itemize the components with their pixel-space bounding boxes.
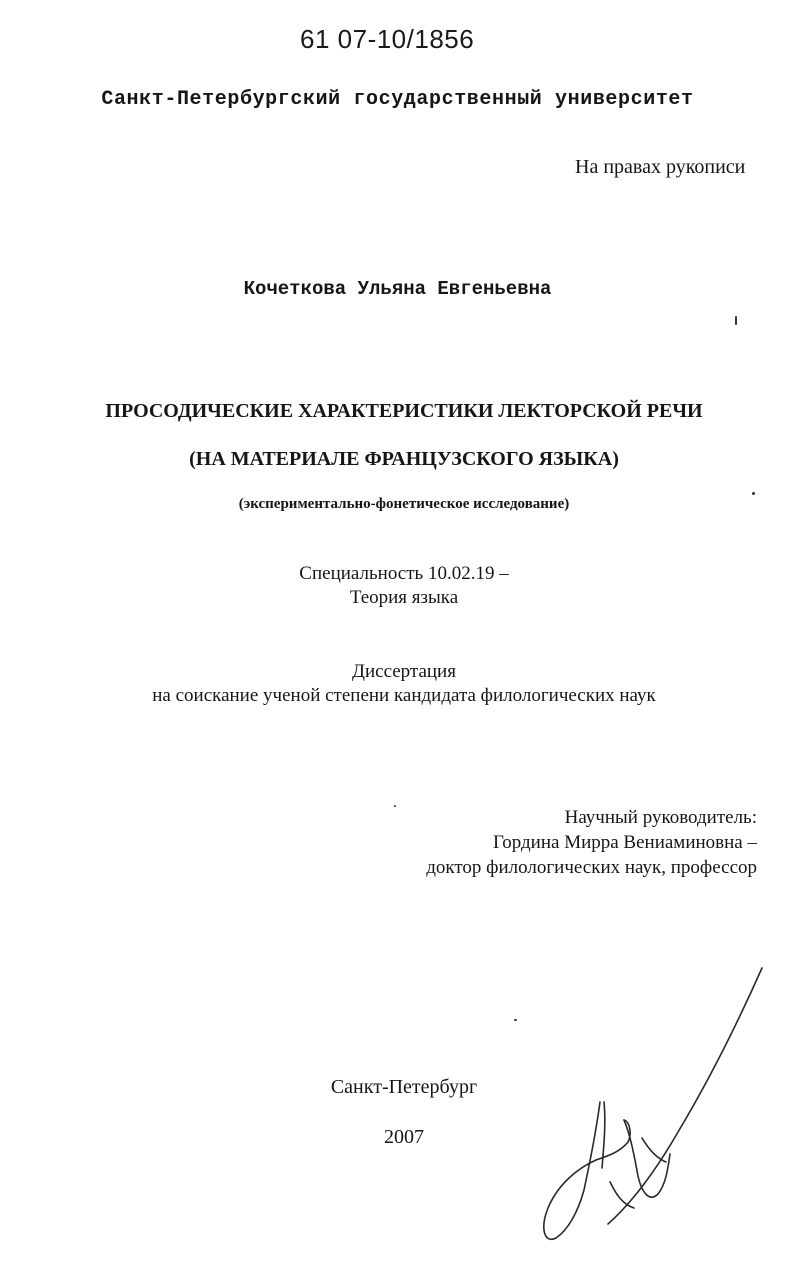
scan-speck: [514, 1019, 517, 1021]
specialty-name: Теория языка: [349, 587, 459, 608]
scan-speck: [735, 316, 737, 325]
university-name: Санкт-Петербургский государственный университет: [101, 88, 694, 111]
dissertation-label: Диссертация: [352, 661, 456, 682]
specialty-code: Специальность 10.02.19 –: [299, 563, 509, 584]
year: 2007: [384, 1126, 424, 1148]
handwritten-signature: [538, 962, 768, 1262]
city: Санкт-Петербург: [330, 1076, 478, 1098]
scan-speck: [752, 492, 755, 495]
degree-description: на соискание ученой степени кандидата филологических наук: [152, 685, 656, 706]
thesis-subtitle: (экспериментально-фонетическое исследование): [238, 496, 570, 512]
scan-speck: [394, 805, 396, 807]
author-name: Кочеткова Ульяна Евгеньевна: [243, 278, 552, 300]
thesis-title-line-2: (НА МАТЕРИАЛЕ ФРАНЦУЗСКОГО ЯЗЫКА): [189, 448, 619, 470]
supervisor-name: Гордина Мирра Вениаминовна –: [492, 832, 757, 853]
supervisor-block: [426, 805, 757, 880]
supervisor-heading: Научный руководитель:: [564, 807, 757, 828]
thesis-title-line-1: ПРОСОДИЧЕСКИЕ ХАРАКТЕРИСТИКИ ЛЕКТОРСКОЙ РЕЧИ: [105, 400, 703, 422]
document-number: 61 07-10/1856: [300, 24, 475, 54]
manuscript-note: На правах рукописи: [575, 156, 746, 178]
supervisor-credentials: доктор филологических наук, профессор: [426, 857, 757, 878]
